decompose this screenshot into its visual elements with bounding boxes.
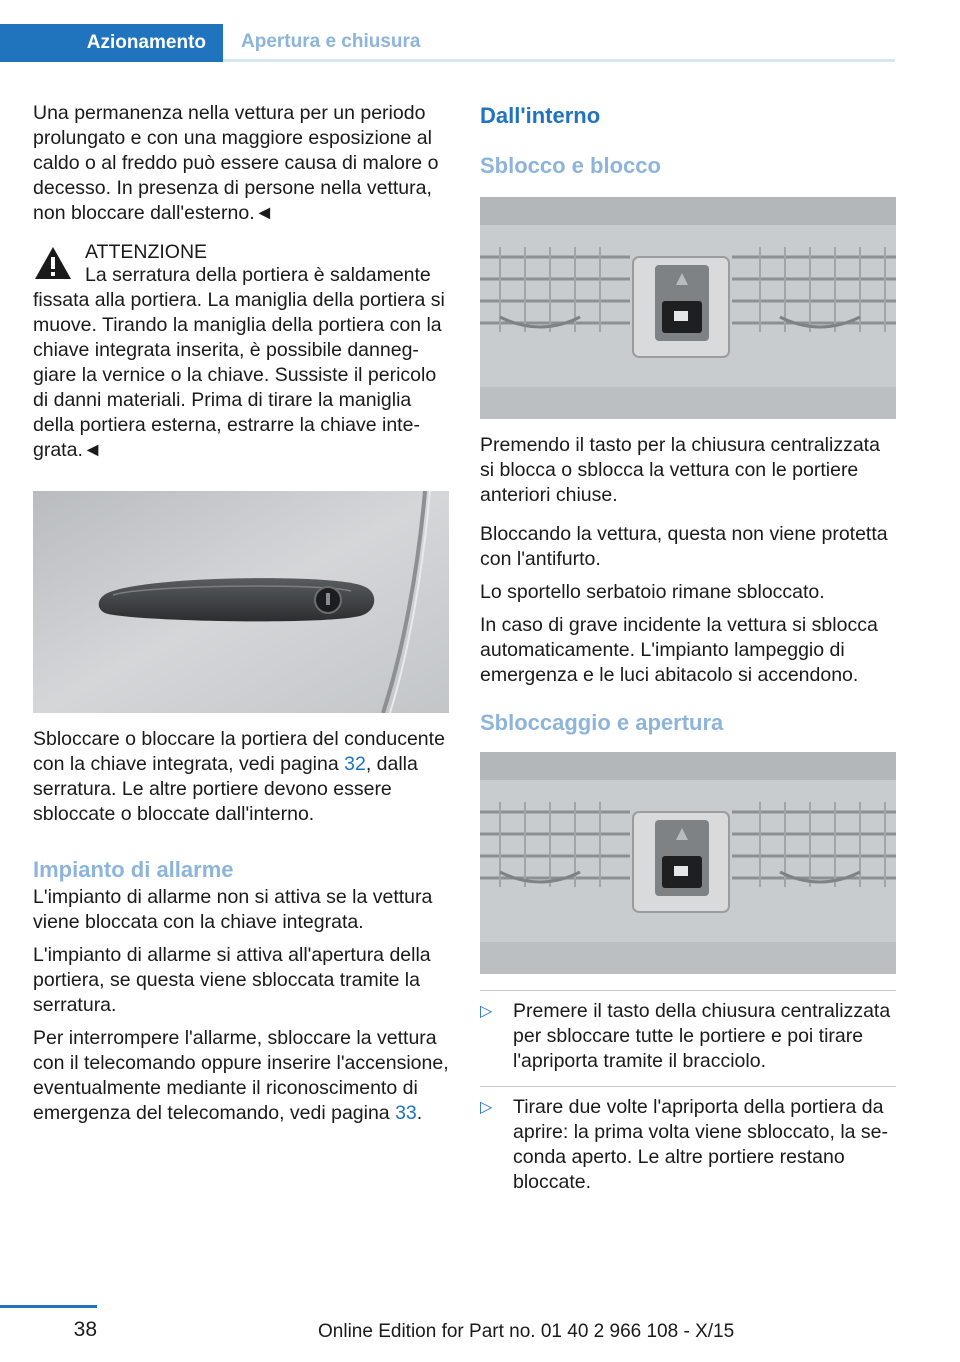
paragraph-fuel-flap: Lo sportello serbatoio rimane sbloccato. <box>480 581 825 603</box>
central-lock-button-image-2 <box>480 752 896 974</box>
bullet-divider <box>480 1086 896 1087</box>
section-heading: Dall'interno <box>480 103 601 128</box>
alarm-paragraph-1: L'impianto di allarme non si attiva se la vettura viene bloccata con la chiave integrata. <box>33 886 433 933</box>
door-caption <box>33 727 449 827</box>
warning-block <box>33 240 449 265</box>
bullet-item-2 <box>480 1095 896 1195</box>
alarm-paragraph-3 <box>33 1026 449 1126</box>
header-subsection-label: Apertura e chiusura <box>241 30 421 52</box>
door-caption-text-end: , dalla serratura. Le altre portiere devono essere sbloccate o bloccate dall'interno. <box>33 753 418 825</box>
intro-paragraph: Una permanenza nella vettura per un periodo prolungato e con una maggiore esposizione al caldo o al freddo può essere causa di malore o decesso. In presenza di persone nella vettura, non bloccare dall'esterno.◄ <box>33 102 439 224</box>
door-handle-image <box>33 491 449 713</box>
triangle-bullet-icon: ▷ <box>480 1003 493 1020</box>
warning-title: ATTENZIONE <box>85 241 208 263</box>
alarm-paragraph-3-end: . <box>416 1102 423 1124</box>
paragraph-central-lock: Premendo il tasto per la chiusura centralizzata si blocca o sblocca la vettura con le portiere anteriori chiuse. <box>480 434 880 506</box>
left-column <box>33 101 449 1126</box>
bullet-item-1 <box>480 999 896 1074</box>
subheading-lock-unlock: Sblocco e blocco <box>480 153 661 178</box>
central-lock-button-image-1 <box>480 197 896 419</box>
right-column <box>480 101 896 1203</box>
alarm-paragraph-2: L'impianto di allarme si attiva all'apertura della portiera, se questa viene sbloccata tramite la serratura. <box>33 944 431 1016</box>
header-subsection-tab <box>223 24 895 62</box>
door-caption-text: Sbloccare o bloccare la portiera del conducente con la chiave integrata, vedi pagina <box>33 728 445 775</box>
page-number: 38 <box>73 1318 97 1341</box>
warning-text: La serratura della portiera è saldamente fissata alla portiera. La maniglia della portiera si muove. Tirando la maniglia della portiera con la chiave integrata inserita, è possibile danneggiare la vernice o la chiave. Sussiste il pericolo di danni materiali. Prima di tirare la maniglia della portiera esterna, estrarre la chiave integrata.◄ <box>33 264 445 461</box>
header-section-tab <box>0 24 223 62</box>
page-link-33[interactable]: 33 <box>395 1102 417 1124</box>
bullet-text-2: Tirare due volte l'apriporta della portiera da aprire: la prima volta viene sbloccato, la seconda aperto. Le altre portiere restano bloccate. <box>513 1096 889 1193</box>
header-section-label: Azionamento <box>86 32 206 53</box>
footer-accent-line <box>0 1305 97 1308</box>
alarm-paragraph-3-text: Per interrompere l'allarme, sbloccare la vettura con il telecomando oppure inserire l'accensione, eventualmente mediante il riconoscimento di emergenza del telecomando, vedi pagina <box>33 1027 449 1124</box>
paragraph-no-alarm: Bloccando la vettura, questa non viene protetta con l'antifurto. <box>480 523 888 570</box>
triangle-bullet-icon: ▷ <box>480 1099 493 1116</box>
bullet-divider-top <box>480 990 896 991</box>
bullet-text-1: Premere il tasto della chiusura centralizzata per sbloccare tutte le portiere e poi tirare l'apriporta tramite il bracciolo. <box>513 1000 891 1072</box>
paragraph-accident: In caso di grave incidente la vettura si sblocca automaticamente. L'impianto lampeggio di emergenza e le luci abitacolo si accendono. <box>480 614 878 686</box>
subheading-unlock-open: Sbloccaggio e apertura <box>480 710 724 735</box>
page-link-32[interactable]: 32 <box>344 753 366 775</box>
footer-edition: Online Edition for Part no. 01 40 2 966 108 - X/15 <box>318 1321 735 1342</box>
warning-triangle-icon <box>33 245 73 281</box>
alarm-heading: Impianto di allarme <box>33 857 234 882</box>
